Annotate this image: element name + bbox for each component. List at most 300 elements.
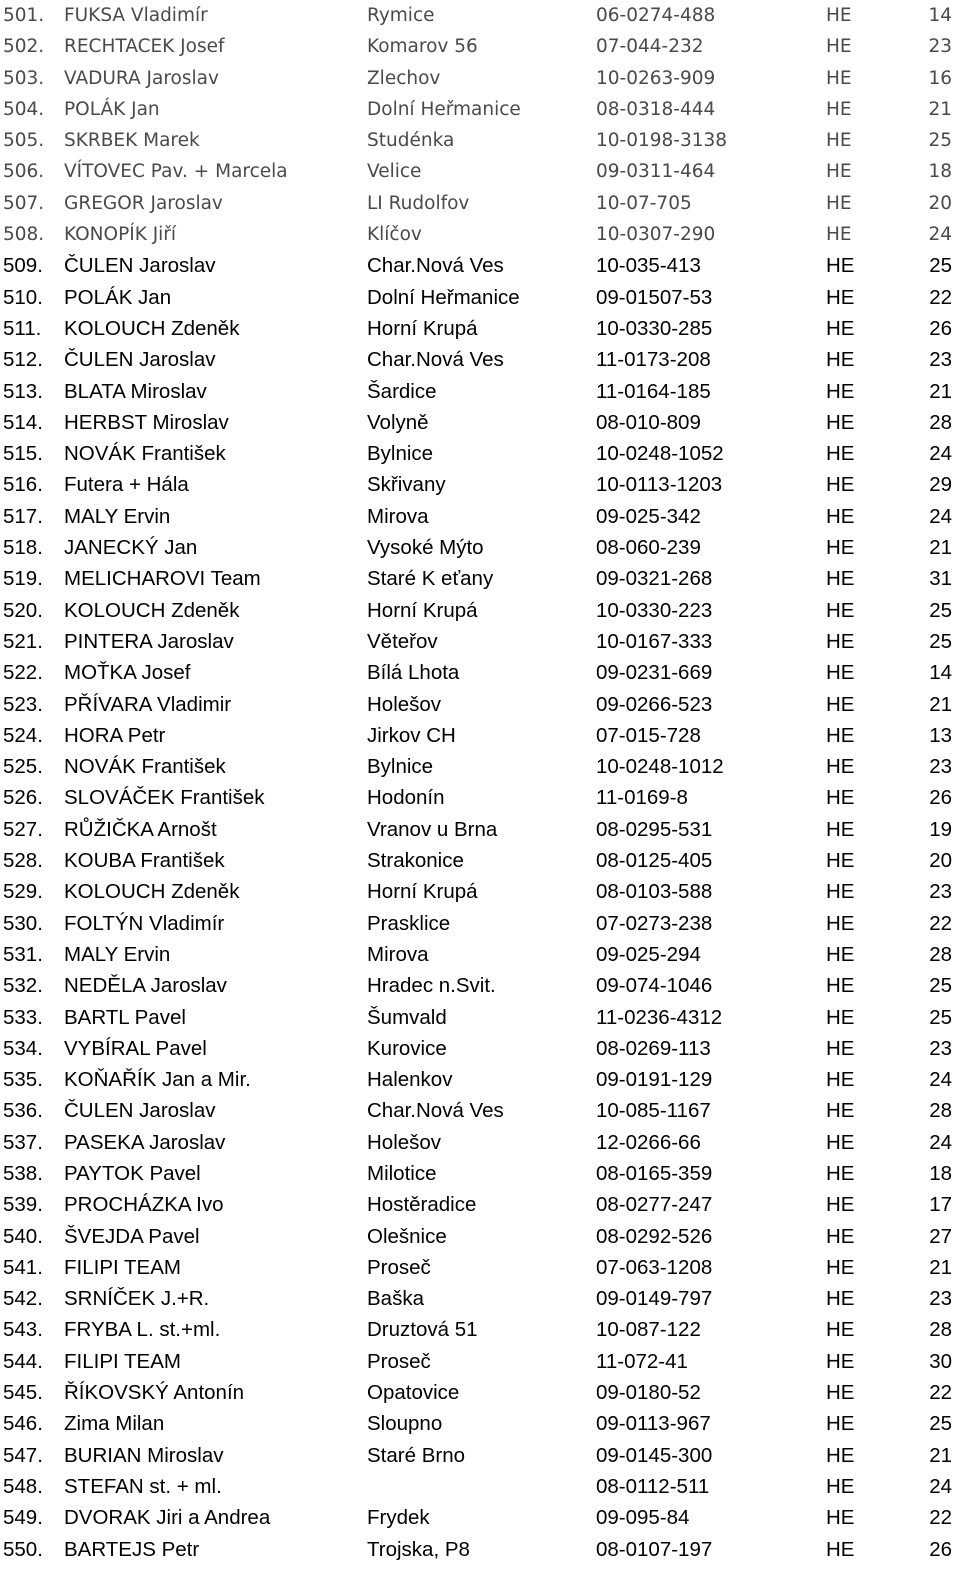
table-row xyxy=(0,689,960,720)
rank-cell: 539. xyxy=(3,1193,43,1217)
category-cell: HE xyxy=(826,1349,855,1373)
fancier-name-cell: BARTEJS Petr xyxy=(64,1537,200,1561)
ring-number-cell: 11-0173-208 xyxy=(596,348,711,372)
ring-number-cell: 08-0292-526 xyxy=(596,1224,713,1248)
ring-number-cell: 09-0113-967 xyxy=(596,1412,711,1436)
location-cell: Hodonín xyxy=(367,786,445,810)
ring-number-cell: 10-0248-1012 xyxy=(596,755,724,779)
table-row xyxy=(0,563,960,594)
ring-number-cell: 09-0231-669 xyxy=(596,661,713,685)
count-cell: 19 xyxy=(929,817,952,841)
location-cell: Char.Nová Ves xyxy=(367,1099,504,1123)
rank-cell: 517. xyxy=(3,504,43,528)
count-cell: 17 xyxy=(929,1193,952,1217)
ring-number-cell: 08-0165-359 xyxy=(596,1161,713,1185)
fancier-name-cell: KOLOUCH Zdeněk xyxy=(64,598,240,622)
category-cell: HE xyxy=(826,849,855,873)
location-cell: Trojska, P8 xyxy=(367,1537,470,1561)
count-cell: 18 xyxy=(928,161,952,183)
fancier-name-cell: FILIPI TEAM xyxy=(64,1349,181,1373)
ring-number-cell: 09-025-294 xyxy=(596,942,701,966)
category-cell: HE xyxy=(826,316,855,340)
ring-number-cell: 08-060-239 xyxy=(596,536,701,560)
category-cell: HE xyxy=(826,598,855,622)
fancier-name-cell: BLATA Miroslav xyxy=(64,379,207,403)
location-cell: Staré Brno xyxy=(367,1443,465,1467)
category-cell: HE xyxy=(826,254,855,278)
category-cell: HE xyxy=(826,692,855,716)
count-cell: 21 xyxy=(929,379,952,403)
table-row xyxy=(0,1158,960,1189)
location-cell: LI Rudolfov xyxy=(367,192,470,214)
count-cell: 21 xyxy=(928,98,952,120)
table-row xyxy=(0,1377,960,1408)
count-cell: 24 xyxy=(929,1130,952,1154)
rank-cell: 516. xyxy=(3,473,43,497)
table-row xyxy=(0,1471,960,1502)
category-cell: HE xyxy=(826,161,852,183)
rank-cell: 538. xyxy=(3,1161,43,1185)
fancier-name-cell: FOLTÝN Vladimír xyxy=(64,911,225,935)
count-cell: 31 xyxy=(929,567,952,591)
location-cell: Jirkov CH xyxy=(367,723,456,747)
category-cell: HE xyxy=(826,504,855,528)
count-cell: 23 xyxy=(929,1287,952,1311)
fancier-name-cell: RECHTACEK Josef xyxy=(64,36,225,58)
table-row xyxy=(0,407,960,438)
count-cell: 23 xyxy=(929,1036,952,1060)
ring-number-cell: 09-0191-129 xyxy=(596,1068,713,1092)
location-cell: Dolní Heřmanice xyxy=(367,285,520,309)
rank-cell: 547. xyxy=(3,1443,43,1467)
table-row xyxy=(0,1095,960,1126)
rank-cell: 525. xyxy=(3,755,43,779)
table-row xyxy=(0,595,960,626)
fancier-name-cell: PASEKA Jaroslav xyxy=(64,1130,226,1154)
category-cell: HE xyxy=(826,723,855,747)
category-cell: HE xyxy=(826,911,855,935)
count-cell: 20 xyxy=(928,192,952,214)
fancier-name-cell: FILIPI TEAM xyxy=(64,1255,181,1279)
fancier-name-cell: Zima Milan xyxy=(64,1412,165,1436)
ring-number-cell: 10-0330-223 xyxy=(596,598,713,622)
location-cell: Horní Krupá xyxy=(367,598,478,622)
rank-cell: 541. xyxy=(3,1255,43,1279)
table-row xyxy=(0,1127,960,1158)
rank-cell: 506. xyxy=(3,161,45,183)
fancier-name-cell: ČULEN Jaroslav xyxy=(64,348,216,372)
fancier-name-cell: KOLOUCH Zdeněk xyxy=(64,880,240,904)
ring-number-cell: 11-072-41 xyxy=(596,1349,688,1373)
table-row xyxy=(0,188,960,219)
ring-number-cell: 07-044-232 xyxy=(596,36,704,58)
fancier-name-cell: PROCHÁZKA Ivo xyxy=(64,1193,224,1217)
fancier-name-cell: ŠVEJDA Pavel xyxy=(64,1224,200,1248)
table-row xyxy=(0,532,960,563)
ring-number-cell: 07-063-1208 xyxy=(596,1255,713,1279)
ring-number-cell: 11-0236-4312 xyxy=(596,1005,723,1029)
table-row xyxy=(0,1252,960,1283)
table-row xyxy=(0,1534,960,1565)
location-cell: Olešnice xyxy=(367,1224,447,1248)
table-row xyxy=(0,31,960,62)
location-cell: Mirova xyxy=(367,942,429,966)
table-row xyxy=(0,1064,960,1095)
fancier-name-cell: FUKSA Vladimír xyxy=(64,5,208,26)
count-cell: 16 xyxy=(928,67,952,89)
rank-cell: 535. xyxy=(3,1068,43,1092)
count-cell: 22 xyxy=(929,285,952,309)
rank-cell: 509. xyxy=(3,254,43,278)
category-cell: HE xyxy=(826,1130,855,1154)
fancier-name-cell: VADURA Jaroslav xyxy=(64,67,219,89)
location-cell: Horní Krupá xyxy=(367,316,478,340)
ring-number-cell: 08-0318-444 xyxy=(596,98,716,120)
fancier-name-cell: NEDĚLA Jaroslav xyxy=(64,974,227,998)
location-cell: Velice xyxy=(367,161,422,183)
rank-cell: 549. xyxy=(3,1506,43,1530)
count-cell: 25 xyxy=(929,254,952,278)
rank-cell: 548. xyxy=(3,1474,43,1498)
rank-cell: 515. xyxy=(3,442,43,466)
category-cell: HE xyxy=(826,1193,855,1217)
count-cell: 22 xyxy=(929,1506,952,1530)
location-cell: Baška xyxy=(367,1287,424,1311)
rank-cell: 544. xyxy=(3,1349,43,1373)
category-cell: HE xyxy=(826,379,855,403)
count-cell: 25 xyxy=(929,1005,952,1029)
category-cell: HE xyxy=(826,442,855,466)
count-cell: 27 xyxy=(929,1224,952,1248)
location-cell: Bylnice xyxy=(367,755,434,779)
category-cell: HE xyxy=(826,1474,855,1498)
location-cell: Horní Krupá xyxy=(367,880,478,904)
rank-cell: 522. xyxy=(3,661,43,685)
rank-cell: 527. xyxy=(3,817,43,841)
category-cell: HE xyxy=(826,536,855,560)
count-cell: 20 xyxy=(929,849,952,873)
rank-cell: 523. xyxy=(3,692,43,716)
ring-number-cell: 10-0198-3138 xyxy=(596,130,728,152)
rank-cell: 503. xyxy=(3,67,45,89)
category-cell: HE xyxy=(826,1443,855,1467)
count-cell: 28 xyxy=(929,942,952,966)
table-row xyxy=(0,845,960,876)
rank-cell: 508. xyxy=(3,224,45,246)
count-cell: 22 xyxy=(929,911,952,935)
count-cell: 24 xyxy=(929,504,952,528)
category-cell: HE xyxy=(826,755,855,779)
category-cell: HE xyxy=(826,786,855,810)
rank-cell: 504. xyxy=(3,98,45,120)
ring-number-cell: 10-0113-1203 xyxy=(596,473,723,497)
location-cell: Klíčov xyxy=(367,224,422,246)
category-cell: HE xyxy=(826,1255,855,1279)
category-cell: HE xyxy=(826,974,855,998)
count-cell: 14 xyxy=(929,661,952,685)
table-row xyxy=(0,469,960,500)
count-cell: 21 xyxy=(929,1443,952,1467)
fancier-name-cell: MELICHAROVI Team xyxy=(64,567,261,591)
ring-number-cell: 08-0277-247 xyxy=(596,1193,713,1217)
table-row xyxy=(0,125,960,156)
category-cell: HE xyxy=(826,880,855,904)
location-cell: Char.Nová Ves xyxy=(367,254,504,278)
rank-cell: 502. xyxy=(3,36,45,58)
rank-cell: 524. xyxy=(3,723,43,747)
rank-cell: 542. xyxy=(3,1287,43,1311)
ring-number-cell: 07-015-728 xyxy=(596,723,701,747)
rank-cell: 534. xyxy=(3,1036,43,1060)
location-cell: Hostěradice xyxy=(367,1193,477,1217)
location-cell: Halenkov xyxy=(367,1068,453,1092)
count-cell: 25 xyxy=(929,598,952,622)
category-cell: HE xyxy=(826,67,852,89)
ring-number-cell: 09-0311-464 xyxy=(596,161,716,183)
ring-number-cell: 10-0263-909 xyxy=(596,67,716,89)
count-cell: 28 xyxy=(929,410,952,434)
count-cell: 25 xyxy=(929,629,952,653)
location-cell: Frydek xyxy=(367,1506,430,1530)
count-cell: 21 xyxy=(929,536,952,560)
ring-number-cell: 08-0125-405 xyxy=(596,849,713,873)
location-cell: Holešov xyxy=(367,1130,442,1154)
fancier-name-cell: NOVÁK František xyxy=(64,755,226,779)
fancier-name-cell: MALY Ervin xyxy=(64,942,171,966)
category-cell: HE xyxy=(826,1224,855,1248)
table-row xyxy=(0,1221,960,1252)
fancier-name-cell: FRYBA L. st.+ml. xyxy=(64,1318,221,1342)
fancier-name-cell: STEFAN st. + ml. xyxy=(64,1474,222,1498)
table-row xyxy=(0,720,960,751)
ring-number-cell: 09-0145-300 xyxy=(596,1443,713,1467)
fancier-name-cell: VYBÍRAL Pavel xyxy=(64,1036,207,1060)
ring-number-cell: 10-035-413 xyxy=(596,254,701,278)
location-cell: Mirova xyxy=(367,504,429,528)
count-cell: 26 xyxy=(929,1537,952,1561)
count-cell: 23 xyxy=(929,880,952,904)
rank-cell: 531. xyxy=(3,942,43,966)
rank-cell: 530. xyxy=(3,911,43,935)
ring-number-cell: 09-074-1046 xyxy=(596,974,713,998)
category-cell: HE xyxy=(826,1381,855,1405)
fancier-name-cell: HORA Petr xyxy=(64,723,166,747)
fancier-name-cell: KONOPÍK Jiří xyxy=(64,224,177,246)
rank-cell: 510. xyxy=(3,285,43,309)
rank-cell: 511. xyxy=(3,316,42,340)
table-row xyxy=(0,63,960,94)
table-row xyxy=(0,1033,960,1064)
ring-number-cell: 08-0269-113 xyxy=(596,1036,711,1060)
ring-number-cell: 08-0107-197 xyxy=(596,1537,713,1561)
fancier-name-cell: RŮŽIČKA Arnošt xyxy=(64,817,217,841)
table-row xyxy=(0,970,960,1001)
count-cell: 13 xyxy=(929,723,952,747)
category-cell: HE xyxy=(826,942,855,966)
table-row xyxy=(0,1314,960,1345)
count-cell: 26 xyxy=(929,786,952,810)
ring-number-cell: 11-0164-185 xyxy=(596,379,711,403)
category-cell: HE xyxy=(826,130,852,152)
category-cell: HE xyxy=(826,473,855,497)
location-cell: Vranov u Brna xyxy=(367,817,498,841)
table-row xyxy=(0,219,960,250)
table-row xyxy=(0,626,960,657)
rank-cell: 540. xyxy=(3,1224,43,1248)
count-cell: 24 xyxy=(929,1474,952,1498)
location-cell: Skřivany xyxy=(367,473,446,497)
rank-cell: 519. xyxy=(3,567,43,591)
table-row xyxy=(0,0,960,31)
fancier-name-cell: Futera + Hála xyxy=(64,473,189,497)
fancier-name-cell: DVORAK Jiri a Andrea xyxy=(64,1506,271,1530)
ring-number-cell: 10-0167-333 xyxy=(596,629,713,653)
table-row xyxy=(0,1502,960,1533)
rank-cell: 550. xyxy=(3,1537,43,1561)
fancier-name-cell: GREGOR Jaroslav xyxy=(64,192,223,214)
ring-number-cell: 08-0112-511 xyxy=(596,1474,710,1498)
location-cell: Bílá Lhota xyxy=(367,661,460,685)
rank-cell: 507. xyxy=(3,192,45,214)
table-row xyxy=(0,657,960,688)
location-cell: Dolní Heřmanice xyxy=(367,98,521,120)
rank-cell: 528. xyxy=(3,849,43,873)
ring-number-cell: 09-0321-268 xyxy=(596,567,713,591)
rank-cell: 513. xyxy=(3,379,43,403)
count-cell: 24 xyxy=(928,224,952,246)
table-row xyxy=(0,908,960,939)
fancier-name-cell: ŘÍKOVSKÝ Antonín xyxy=(64,1381,245,1405)
location-cell: Sloupno xyxy=(367,1412,443,1436)
rank-cell: 526. xyxy=(3,786,43,810)
category-cell: HE xyxy=(826,1099,855,1123)
ring-number-cell: 12-0266-66 xyxy=(596,1130,701,1154)
table-row xyxy=(0,1283,960,1314)
category-cell: HE xyxy=(826,5,852,26)
location-cell: Hradec n.Svit. xyxy=(367,974,496,998)
ring-number-cell: 10-0330-285 xyxy=(596,316,713,340)
category-cell: HE xyxy=(826,285,855,309)
category-cell: HE xyxy=(826,98,852,120)
count-cell: 14 xyxy=(928,5,952,26)
fancier-name-cell: SLOVÁČEK František xyxy=(64,786,265,810)
location-cell: Rymice xyxy=(367,5,435,26)
location-cell: Studénka xyxy=(367,130,455,152)
table-row xyxy=(0,939,960,970)
category-cell: HE xyxy=(826,567,855,591)
location-cell: Kurovice xyxy=(367,1036,447,1060)
category-cell: HE xyxy=(826,1318,855,1342)
table-row xyxy=(0,1346,960,1377)
table-row xyxy=(0,313,960,344)
count-cell: 24 xyxy=(929,1068,952,1092)
category-cell: HE xyxy=(826,36,852,58)
fancier-name-cell: SRNÍČEK J.+R. xyxy=(64,1287,210,1311)
fancier-name-cell: NOVÁK František xyxy=(64,442,226,466)
category-cell: HE xyxy=(826,1287,855,1311)
rank-cell: 521. xyxy=(3,629,43,653)
location-cell: Opatovice xyxy=(367,1381,460,1405)
table-row xyxy=(0,156,960,187)
table-row xyxy=(0,751,960,782)
fancier-name-cell: JANECKÝ Jan xyxy=(64,536,198,560)
category-cell: HE xyxy=(826,1036,855,1060)
ring-number-cell: 08-010-809 xyxy=(596,410,701,434)
category-cell: HE xyxy=(826,1537,855,1561)
rank-cell: 520. xyxy=(3,598,43,622)
table-row xyxy=(0,876,960,907)
ring-number-cell: 08-0103-588 xyxy=(596,880,713,904)
ring-number-cell: 09-01507-53 xyxy=(596,285,713,309)
table-row xyxy=(0,501,960,532)
table-row xyxy=(0,94,960,125)
count-cell: 21 xyxy=(929,692,952,716)
table-row xyxy=(0,438,960,469)
category-cell: HE xyxy=(826,1005,855,1029)
table-row xyxy=(0,1440,960,1471)
fancier-name-cell: MALY Ervin xyxy=(64,504,171,528)
ring-number-cell: 10-085-1167 xyxy=(596,1099,711,1123)
rank-cell: 518. xyxy=(3,536,43,560)
ring-number-cell: 09-095-84 xyxy=(596,1506,690,1530)
category-cell: HE xyxy=(826,348,855,372)
ring-number-cell: 09-0180-52 xyxy=(596,1381,701,1405)
location-cell: Proseč xyxy=(367,1349,431,1373)
location-cell: Šumvald xyxy=(367,1005,447,1029)
fancier-name-cell: KOUBA František xyxy=(64,849,225,873)
location-cell: Druztová 51 xyxy=(367,1318,478,1342)
count-cell: 25 xyxy=(929,974,952,998)
location-cell: Char.Nová Ves xyxy=(367,348,504,372)
table-row xyxy=(0,376,960,407)
category-cell: HE xyxy=(826,1161,855,1185)
rank-cell: 545. xyxy=(3,1381,43,1405)
location-cell: Holešov xyxy=(367,692,442,716)
ring-number-cell: 06-0274-488 xyxy=(596,5,716,26)
category-cell: HE xyxy=(826,661,855,685)
fancier-name-cell: ČULEN Jaroslav xyxy=(64,1099,216,1123)
fancier-name-cell: POLÁK Jan xyxy=(64,285,172,309)
fancier-name-cell: PAYTOK Pavel xyxy=(64,1161,201,1185)
category-cell: HE xyxy=(826,817,855,841)
location-cell: Staré K eťany xyxy=(367,567,494,591)
fancier-name-cell: MOŤKA Josef xyxy=(64,661,191,685)
ring-number-cell: 08-0295-531 xyxy=(596,817,713,841)
table-row xyxy=(0,344,960,375)
category-cell: HE xyxy=(826,410,855,434)
rank-cell: 532. xyxy=(3,974,43,998)
category-cell: HE xyxy=(826,192,852,214)
fancier-name-cell: KOLOUCH Zdeněk xyxy=(64,316,240,340)
count-cell: 28 xyxy=(929,1099,952,1123)
location-cell: Bylnice xyxy=(367,442,434,466)
count-cell: 23 xyxy=(929,755,952,779)
category-cell: HE xyxy=(826,224,852,246)
fancier-name-cell: SKRBEK Marek xyxy=(64,130,200,152)
ring-number-cell: 07-0273-238 xyxy=(596,911,713,935)
rank-cell: 536. xyxy=(3,1099,43,1123)
location-cell: Šardice xyxy=(367,379,437,403)
category-cell: HE xyxy=(826,1068,855,1092)
count-cell: 22 xyxy=(929,1381,952,1405)
ring-number-cell: 10-0248-1052 xyxy=(596,442,724,466)
table-row xyxy=(0,782,960,813)
ring-number-cell: 09-0266-523 xyxy=(596,692,713,716)
fancier-name-cell: BURIAN Miroslav xyxy=(64,1443,224,1467)
rank-cell: 512. xyxy=(3,348,43,372)
category-cell: HE xyxy=(826,1506,855,1530)
location-cell: Vysoké Mýto xyxy=(367,536,484,560)
